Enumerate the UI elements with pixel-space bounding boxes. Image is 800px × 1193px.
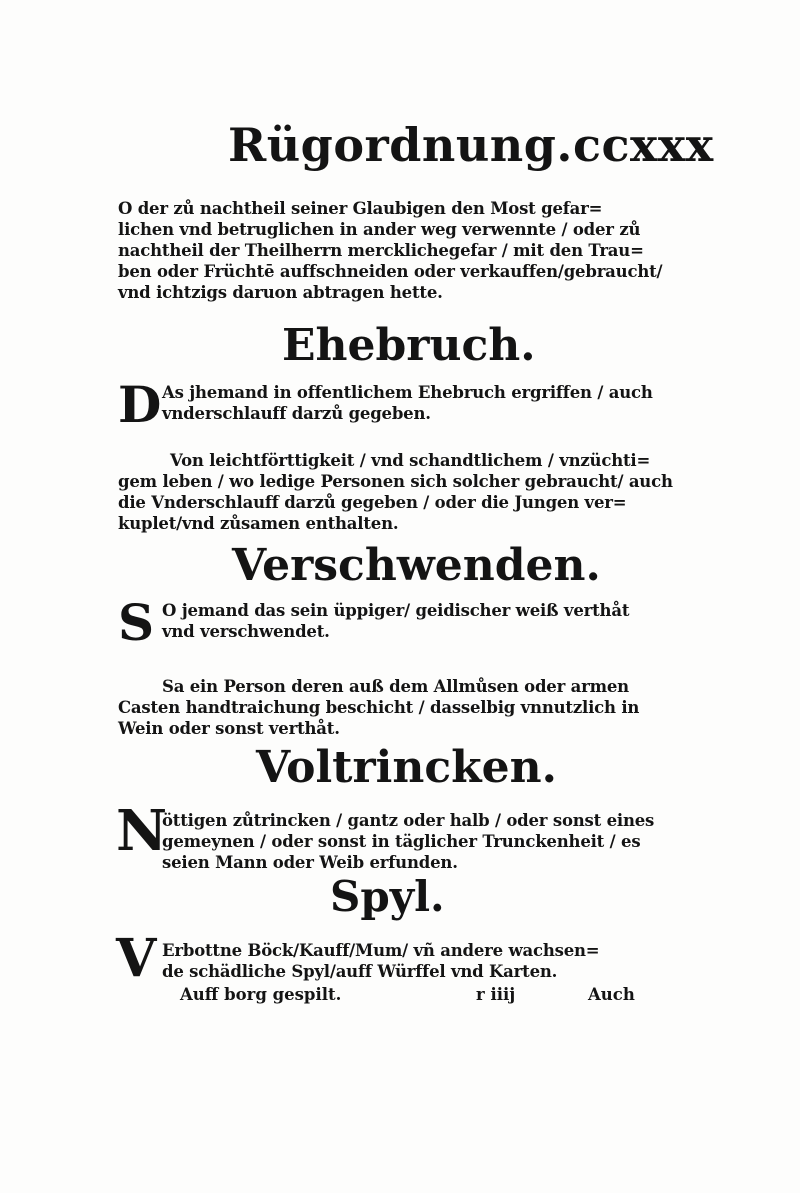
text-line: O jemand das sein üppiger/ geidischer weiß verthåt <box>162 601 630 620</box>
running-title: Rügordnung. <box>228 118 573 172</box>
text-line: nachtheil der Theilherrn mercklichegefar / mit den Trau= <box>118 241 644 260</box>
section-title-voltrincken: Voltrincken. <box>256 742 557 793</box>
text-line: Erbottne Böck/Kauff/Mum/ vñ andere wachsen= <box>162 941 600 960</box>
signature-mark: r iiij <box>476 985 516 1004</box>
text-line: O der zů nachtheil seiner Glaubigen den Most gefar= <box>118 199 603 218</box>
text-line: vnd verschwendet. <box>162 622 330 641</box>
closing-text: Auff borg gespilt. <box>180 985 342 1004</box>
spyl-paragraph <box>162 940 632 982</box>
verschwenden-paragraph-1 <box>162 600 632 642</box>
text-line: Von leichtförttigkeit / vnd schandtlichem / vnzüchti= <box>170 451 651 470</box>
text-line: vnderschlauff darzů gegeben. <box>162 404 431 423</box>
text-line: öttigen zůtrincken / gantz oder halb / oder sonst eines <box>162 811 655 830</box>
text-line: seien Mann oder Weib erfunden. <box>162 853 458 872</box>
text-line: Wein oder sonst verthåt. <box>118 719 340 738</box>
text-line: Sa ein Person deren auß dem Allmůsen oder armen <box>162 677 629 696</box>
text-line: Casten handtraichung beschicht / dasselbig vnnutzlich in <box>118 698 640 717</box>
text-line: gemeynen / oder sonst in täglicher Trunckenheit / es <box>162 832 641 851</box>
folio-number: ccxxx <box>572 118 714 172</box>
intro-paragraph <box>118 198 663 303</box>
drop-cap-v: V <box>116 928 157 989</box>
section-title-verschwenden: Verschwenden. <box>232 540 601 591</box>
text-line: ben oder Früchtē auffschneiden oder verkauffen/gebraucht/ <box>118 262 663 281</box>
drop-cap-d: D <box>118 375 162 434</box>
text-line: lichen vnd betruglichen in ander weg verwennte / oder zů <box>118 220 641 239</box>
text-line: vnd ichtzigs daruon abtragen hette. <box>118 283 443 302</box>
drop-cap-s: S <box>118 593 155 652</box>
ehebruch-paragraph-1 <box>162 382 653 424</box>
text-line: gem leben / wo ledige Personen sich solcher gebraucht/ auch <box>118 472 673 491</box>
text-line: kuplet/vnd zůsamen enthalten. <box>118 514 399 533</box>
text-line: As jhemand in offentlichem Ehebruch ergriffen / auch <box>162 383 653 402</box>
drop-cap-n: N <box>116 798 168 864</box>
page-header <box>228 118 714 172</box>
verschwenden-paragraph-2 <box>118 676 640 739</box>
ehebruch-paragraph-2 <box>118 450 673 534</box>
section-title-ehebruch: Ehebruch. <box>282 320 536 371</box>
voltrincken-paragraph <box>162 810 655 873</box>
text-line: die Vnderschlauff darzů gegeben / oder die Jungen ver= <box>118 493 627 512</box>
text-line: de schädliche Spyl/auff Würffel vnd Karten. <box>162 962 558 981</box>
catchword: Auch <box>588 985 635 1004</box>
section-title-spyl: Spyl. <box>330 872 445 921</box>
